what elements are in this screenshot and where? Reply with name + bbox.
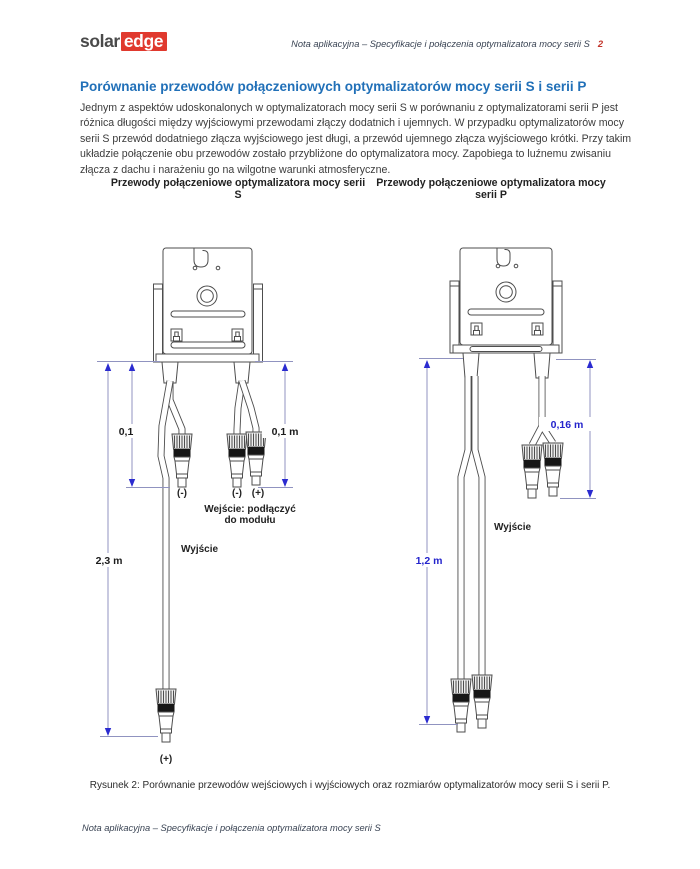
input-caption-line2: do modułu — [224, 515, 276, 526]
dim-label-12m: 1,2 m — [415, 555, 443, 567]
mc4-connector — [246, 432, 266, 485]
figure-2-diagram — [0, 230, 700, 790]
mc4-connector — [156, 689, 176, 742]
mc4-connector — [472, 675, 492, 728]
heading-series-p: Przewody połączeniowe optymalizatora mocy serii P — [376, 177, 606, 201]
cable-gland — [162, 362, 178, 383]
cable-clip — [471, 323, 482, 335]
cable-clip — [232, 329, 243, 341]
body-paragraph: Jednym z aspektów udoskonalonych w optymalizatorach mocy serii S w porównaniu z optymalizatorami serii P jest różnica długości między wyjściowymi przewodami złączy dodatnich i ujemnych. W przypadku optymalizatorów mocy serii S przewód dodatniego złącza wyjściowego jest długi, a przewód ujemnego złącza wyjściowego krótki. Przy takim układzie połączenie obu przewodów zostało przybliżone do optymalizatora mocy. Zapobiega to luźnemu zwisaniu złącza z dachu i narażeniu go na wilgotne warunki atmosferyczne. — [80, 102, 632, 176]
mc4-connector — [172, 434, 192, 487]
polarity-label-positive: (+) — [251, 488, 265, 499]
figure-caption: Rysunek 2: Porównanie przewodów wejściowych i wyjściowych oraz rozmiarów optymalizatorów mocy serii S i serii P. — [89, 780, 611, 791]
output-cable-pair — [461, 376, 482, 679]
dimension-output-s — [86, 363, 131, 736]
optimizer-s-drawing — [86, 248, 308, 765]
dim-label-016m: 0,16 m — [550, 419, 584, 431]
section-title: Porównanie przewodów połączeniowych optymalizatorów mocy serii S i serii P — [80, 79, 587, 94]
dimension-output-p — [405, 360, 452, 724]
input-cable-positive — [242, 381, 256, 432]
cable-clip — [532, 323, 543, 335]
optimizer-p-drawing — [405, 248, 596, 732]
polarity-label-positive-bottom: (+) — [159, 754, 173, 765]
dim-label-01: 0,1 — [118, 426, 134, 438]
heading-series-s: Przewody połączeniowe optymalizatora mocy serii S — [110, 177, 366, 201]
polarity-label-negative: (-) — [177, 488, 187, 499]
output-cable-long-positive — [161, 381, 170, 689]
header-document-title — [291, 39, 603, 49]
optimizer-s-base — [156, 354, 259, 362]
dim-label-23m: 2,3 m — [95, 555, 123, 567]
cable-gland — [534, 353, 550, 378]
dim-label-01m: 0,1 m — [271, 426, 299, 438]
cable-gland — [234, 362, 250, 383]
footer-document-title: Nota aplikacyjna – Specyfikacje i połączenia optymalizatora mocy serii S — [82, 823, 381, 833]
mounting-bracket-left — [154, 284, 163, 362]
output-label-s: Wyjście — [181, 544, 219, 555]
mounting-bracket-right — [553, 281, 562, 353]
solaredge-logo — [80, 31, 167, 52]
input-caption-line1: Wejście: podłączyć — [204, 504, 296, 515]
mounting-bracket-right — [254, 284, 263, 362]
page-number: 2 — [597, 39, 603, 49]
mc4-connector — [522, 445, 542, 498]
polarity-label-negative: (-) — [232, 488, 242, 499]
cable-gland — [463, 353, 479, 378]
input-cable-pair — [532, 376, 553, 445]
logo-text-edge: edge — [121, 32, 167, 51]
mc4-connector — [543, 443, 563, 496]
header-title-text: Nota aplikacyjna – Specyfikacje i połączenia optymalizatora mocy serii S — [291, 39, 590, 49]
mounting-bracket-left — [450, 281, 459, 353]
mc4-connector — [227, 434, 247, 487]
logo-text-solar: solar — [80, 31, 120, 51]
output-label-p: Wyjście — [494, 522, 532, 533]
cable-clip — [171, 329, 182, 341]
dimension-input-right — [262, 363, 308, 487]
dimension-input-left — [110, 363, 142, 487]
